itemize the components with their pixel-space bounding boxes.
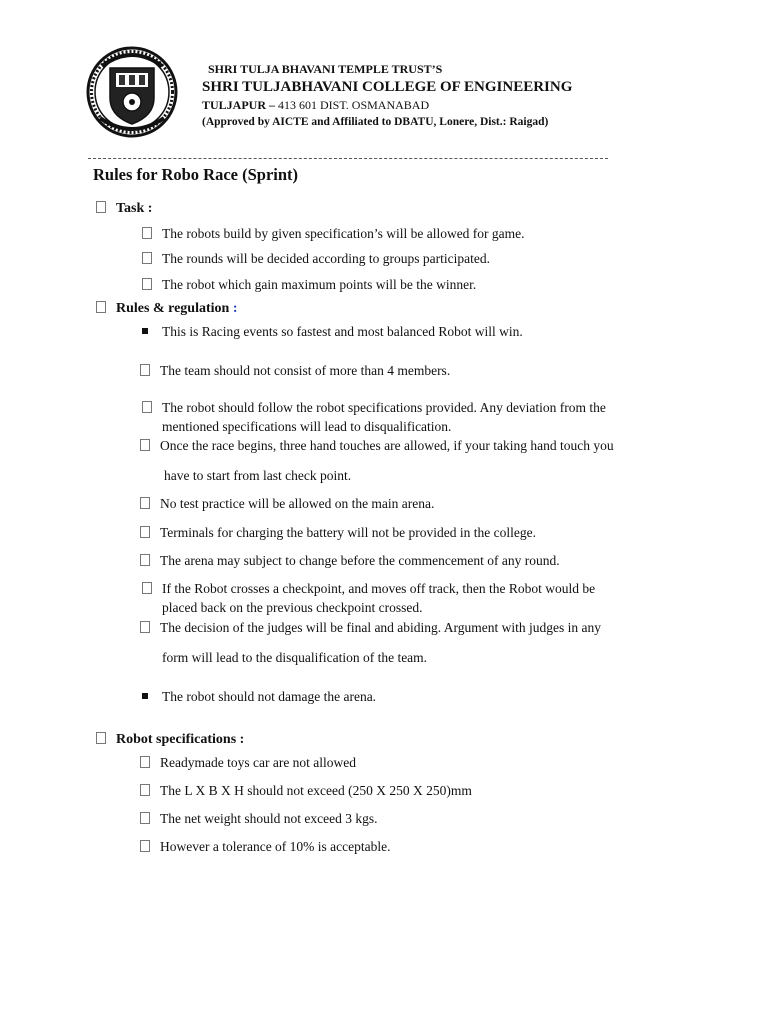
list-item-text: The decision of the judges will be final and abiding. Argument with judges in any — [160, 620, 602, 635]
list-item — [140, 363, 450, 379]
square-bullet-icon — [142, 328, 148, 334]
list-item — [140, 496, 434, 512]
bullet-box-icon — [140, 756, 150, 768]
list-item-text: This is Racing events so fastest and most balanced Robot will win. — [162, 324, 523, 339]
list-item-text: The rounds will be decided according to groups participated. — [162, 251, 491, 266]
list-item-text: The net weight should not exceed 3 kgs. — [160, 811, 378, 826]
list-item — [140, 839, 391, 855]
bullet-box-icon — [142, 582, 152, 594]
task-heading — [96, 201, 152, 217]
list-item-text: The L X B X H should not exceed (250 X 250 X 250)mm — [160, 783, 472, 798]
square-bullet-icon — [142, 693, 148, 699]
list-item — [142, 400, 606, 416]
list-item — [142, 251, 490, 267]
college-address — [202, 98, 429, 113]
list-item-continuation: form will lead to the disqualification of the team. — [162, 650, 428, 665]
college-name: SHRI TULJABHAVANI COLLEGE OF ENGINEERING — [202, 79, 573, 95]
list-item — [140, 553, 560, 569]
list-item — [140, 620, 601, 636]
rules-heading-label: Rules & regulation — [116, 301, 230, 316]
specs-heading-label: Robot specifications : — [116, 732, 245, 747]
list-item-text: Terminals for charging the battery will not be provided in the college. — [160, 525, 536, 540]
list-item-text: The robots build by given specification’s will be allowed for game. — [162, 226, 525, 241]
bullet-box-icon — [142, 252, 152, 264]
list-item — [140, 755, 356, 771]
bullet-box-icon — [140, 439, 150, 451]
bullet-box-icon — [140, 621, 150, 633]
address-city: TULJAPUR – — [202, 98, 276, 112]
bullet-box-icon — [142, 278, 152, 290]
page-title: Rules for Robo Race (Sprint) — [93, 165, 299, 184]
bullet-box-icon — [142, 401, 152, 413]
bullet-box-icon — [140, 840, 150, 852]
list-item — [142, 277, 476, 293]
address-rest: 413 601 DIST. OSMANABAD — [275, 98, 430, 112]
task-heading-label: Task : — [116, 201, 153, 216]
list-item-text: The robot should follow the robot specifications provided. Any deviation from the — [162, 400, 606, 415]
list-item-text: Readymade toys car are not allowed — [160, 755, 357, 770]
list-item — [142, 581, 595, 597]
list-item-text: No test practice will be allowed on the main arena. — [160, 496, 435, 511]
approval-line: (Approved by AICTE and Affiliated to DBATU, Lonere, Dist.: Raigad) — [202, 116, 549, 128]
rules-heading-colon: : — [232, 301, 238, 316]
bullet-box-icon — [96, 301, 106, 313]
bullet-box-icon — [96, 201, 106, 213]
list-item-text: The robot which gain maximum points will be the winner. — [162, 277, 477, 292]
bullet-box-icon — [140, 526, 150, 538]
list-item-text: If the Robot crosses a checkpoint, and moves off track, then the Robot would be — [162, 581, 596, 596]
college-seal-logo — [86, 46, 178, 138]
list-item — [142, 226, 525, 242]
list-item — [140, 783, 472, 799]
list-item-text: The arena may subject to change before the commencement of any round. — [160, 553, 560, 568]
specs-heading — [96, 732, 244, 748]
list-item-continuation: have to start from last check point. — [164, 468, 352, 483]
list-item-text: However a tolerance of 10% is acceptable. — [160, 839, 391, 854]
list-item — [140, 525, 536, 541]
list-item-text: Once the race begins, three hand touches are allowed, if your taking hand touch you — [160, 438, 614, 453]
list-item-continuation: mentioned specifications will lead to disqualification. — [162, 419, 452, 434]
list-item-continuation: placed back on the previous checkpoint crossed. — [162, 600, 423, 615]
bullet-box-icon — [140, 812, 150, 824]
bullet-box-icon — [96, 732, 106, 744]
header-divider — [88, 158, 608, 159]
bullet-box-icon — [140, 497, 150, 509]
bullet-box-icon — [140, 364, 150, 376]
list-item-text: The robot should not damage the arena. — [162, 689, 377, 704]
list-item — [142, 689, 376, 705]
trust-name: SHRI TULJA BHAVANI TEMPLE TRUST’S — [208, 62, 443, 76]
list-item — [142, 324, 523, 340]
bullet-box-icon — [140, 554, 150, 566]
bullet-box-icon — [142, 227, 152, 239]
rules-heading — [96, 301, 237, 317]
list-item — [140, 438, 614, 454]
list-item-text: The team should not consist of more than 4 members. — [160, 363, 451, 378]
list-item — [140, 811, 377, 827]
bullet-box-icon — [140, 784, 150, 796]
